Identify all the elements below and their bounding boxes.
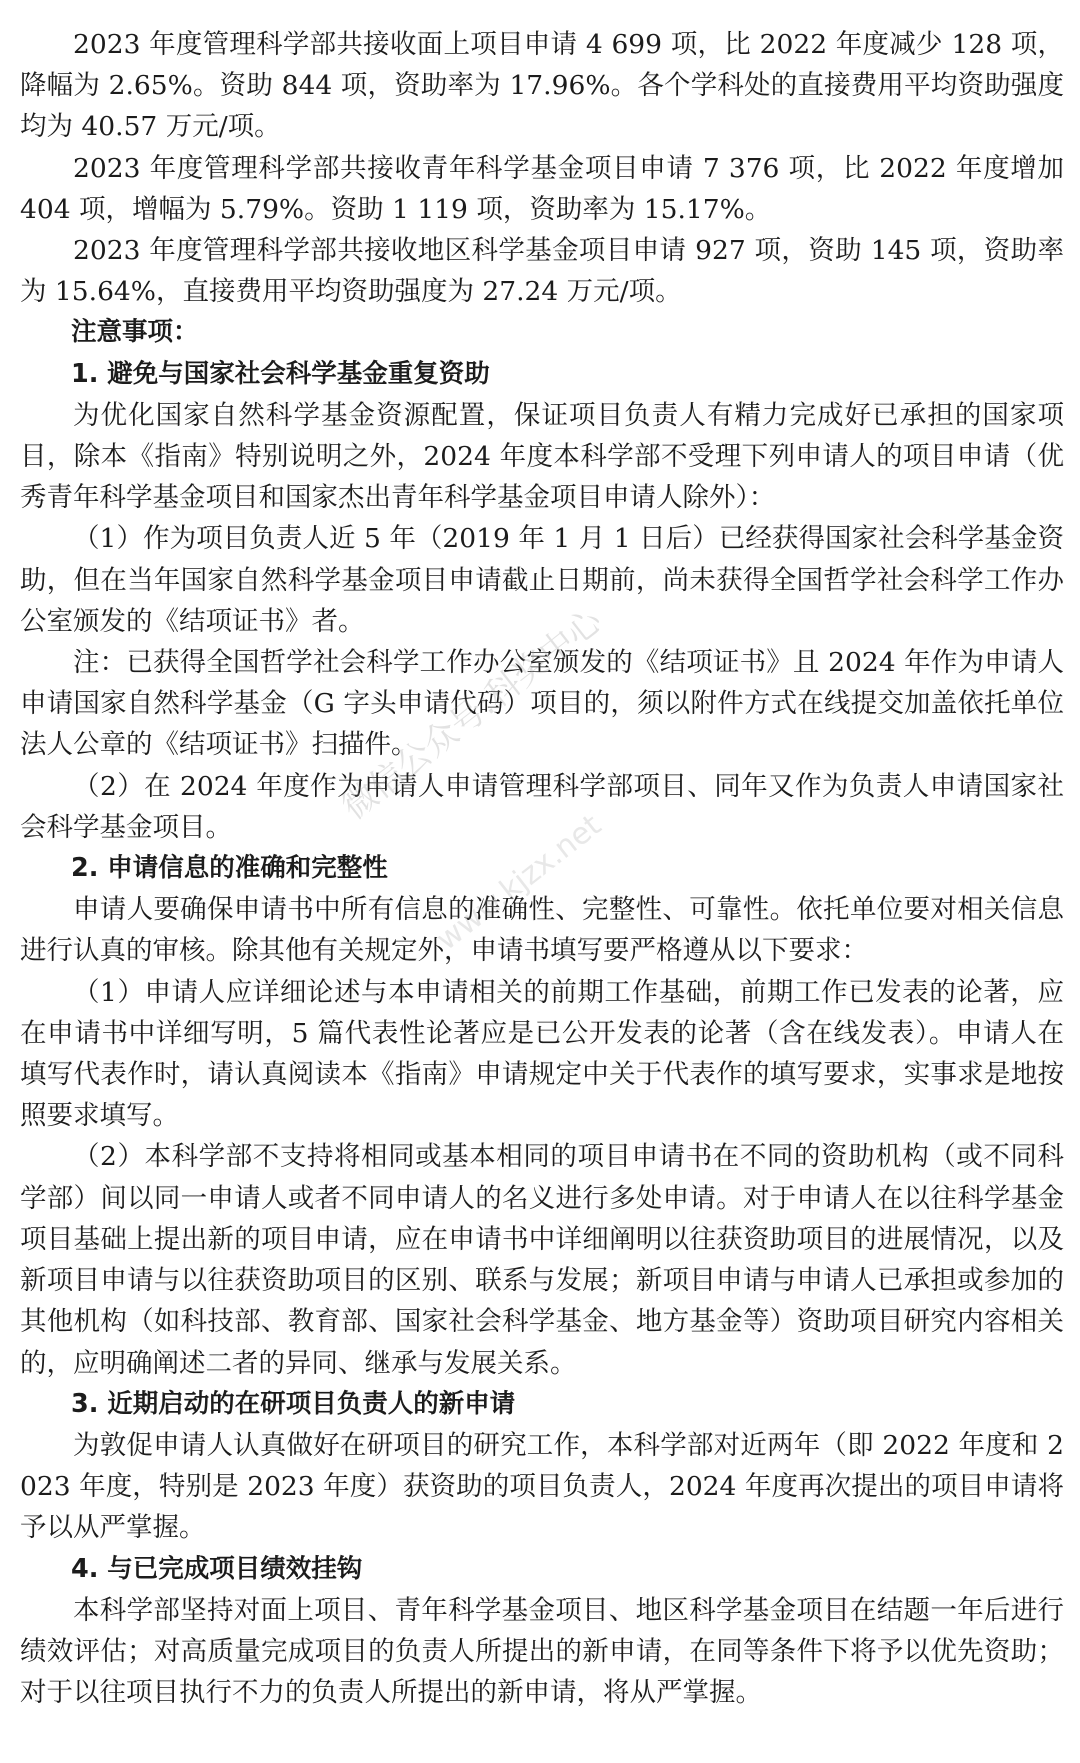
section-2-intro: 申请人要确保申请书中所有信息的准确性、完整性、可靠性。依托单位要对相关信息进行认真的审核。除其他有关规定外，申请书填写要严格遵从以下要求： xyxy=(20,894,1064,967)
watermark-url: www.kjzx.net xyxy=(430,807,608,958)
section-3-heading: 3. 近期启动的在研项目负责人的新申请 xyxy=(71,1388,516,1419)
watermark-text: 微信公众号:科奖中心 xyxy=(334,600,610,828)
document-page xyxy=(20,24,1064,1713)
paragraph-regional-fund-stats: 2023 年度管理科学部共接收地区科学基金项目申请 927 项，资助 145 项，资助率为 15.64%，直接费用平均资助强度为 27.24 万元/项。 xyxy=(20,235,1064,308)
section-2-item-2: （2）本科学部不支持将相同或基本相同的项目申请书在不同的资助机构（或不同科学部）间以同一申请人或者不同申请人的名义进行多处申请。对于申请人在以往科学基金项目基础上提出新的项目申请，应在申请书中详细阐明以往获资助项目的进展情况，以及新项目申请与以往获资助项目的区别、联系与发展；新项目申请与申请人已承担或参加的其他机构（如科技部、教育部、国家社会科学基金、地方基金等）资助项目研究内容相关的，应明确阐述二者的异同、继承与发展关系。 xyxy=(20,1141,1064,1379)
notes-title: 注意事项： xyxy=(71,317,199,348)
section-1-item-2: （2）在 2024 年度作为申请人申请管理科学部项目、同年又作为负责人申请国家社会科学基金项目。 xyxy=(20,770,1064,843)
section-4-heading: 4. 与已完成项目绩效挂钩 xyxy=(71,1553,363,1584)
section-2-item-1: （1）申请人应详细论述与本申请相关的前期工作基础，前期工作已发表的论著，应在申请书中详细写明，5 篇代表性论著应是已公开发表的论著（含在线发表）。申请人在填写代表作时，请认真阅读本《指南》申请规定中关于代表作的填写要求，实事求是地按照要求填写。 xyxy=(20,976,1064,1132)
section-1-intro: 为优化国家自然科学基金资源配置，保证项目负责人有精力完成好已承担的国家项目，除本《指南》特别说明之外，2024 年度本科学部不受理下列申请人的项目申请（优秀青年科学基金项目和国家杰出青年科学基金项目申请人除外）： xyxy=(20,399,1064,514)
paragraph-youth-fund-stats: 2023 年度管理科学部共接收青年科学基金项目申请 7 376 项，比 2022 年度增加 404 项，增幅为 5.79%。资助 1 119 项，资助率为 15.17%。 xyxy=(20,152,1064,225)
section-1-item-1: （1）作为项目负责人近 5 年（2019 年 1 月 1 日后）已经获得国家社会科学基金资助，但在当年国家自然科学基金项目申请截止日期前，尚未获得全国哲学社会科学工作办公室颁发的《结项证书》者。 xyxy=(20,523,1064,637)
section-2-heading: 2. 申请信息的准确和完整性 xyxy=(71,853,388,884)
section-1-note: 注：已获得全国哲学社会科学工作办公室颁发的《结项证书》且 2024 年作为申请人申请国家自然科学基金（G 字头申请代码）项目的，须以附件方式在线提交加盖依托单位法人公章的《结项证书》扫描件。 xyxy=(20,647,1064,761)
paragraph-general-program-stats: 2023 年度管理科学部共接收面上项目申请 4 699 项，比 2022 年度减少 128 项，降幅为 2.65%。资助 844 项，资助率为 17.96%。各个学科处的直接费用平均资助强度均为 40.57 万元/项。 xyxy=(20,29,1064,143)
section-3-body: 为敦促申请人认真做好在研项目的研究工作，本科学部对近两年（即 2022 年度和 2023 年度，特别是 2023 年度）获资助的项目负责人，2024 年度再次提出的项目申请将予以从严掌握。 xyxy=(20,1429,1064,1544)
section-4-body: 本科学部坚持对面上项目、青年科学基金项目、地区科学基金项目在结题一年后进行绩效评估；对高质量完成项目的负责人所提出的新申请，在同等条件下将予以优先资助；对于以往项目执行不力的负责人所提出的新申请，将从严掌握。 xyxy=(20,1594,1064,1709)
section-1-heading: 1. 避免与国家社会科学基金重复资助 xyxy=(71,358,490,389)
